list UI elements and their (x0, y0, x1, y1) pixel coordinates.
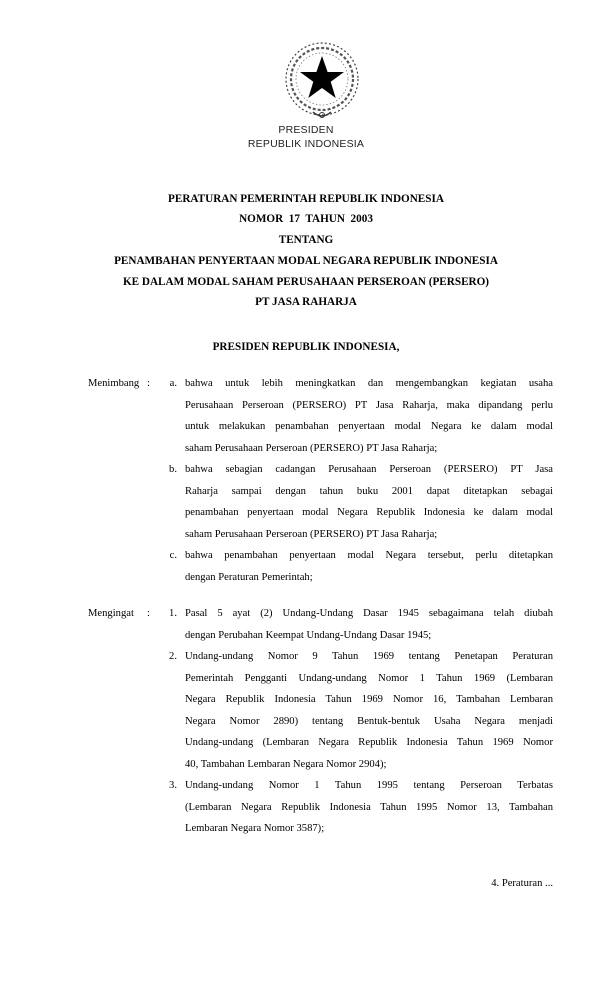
text-line: saham Perusahaan Perseroan (PERSERO) PT Jasa Raharja; (185, 442, 438, 454)
text-line: Negara Republik Indonesia Tahun 1969 Nomor 16, Tambahan Lembaran (185, 694, 553, 705)
reference-2 (185, 646, 553, 775)
text-line: penambahan penyertaan modal Negara Republik Indonesia ke dalam modal (185, 507, 553, 518)
consideration-a (185, 373, 553, 459)
text-line: Undang-undang Nomor 1 Tahun 1995 tentang Perseroan Terbatas (185, 780, 553, 791)
text-line: (Lembaran Negara Republik Indonesia Tahun 1995 Nomor 13, Tambahan (185, 801, 553, 813)
text-line: 40, Tambahan Lembaran Negara Nomor 2904); (185, 758, 387, 770)
emblem-caption-presiden: PRESIDEN (278, 124, 334, 136)
text-line: Negara Nomor 2890) tentang Bentuk-bentuk Usaha Negara menjadi (185, 715, 553, 727)
text-line: Undang-undang Nomor 9 Tahun 1969 tentang Penetapan Peraturan (185, 651, 553, 662)
section-label-mengingat: Mengingat (88, 608, 134, 619)
garuda-emblem-icon (277, 36, 367, 126)
text-line: dengan Peraturan Pemerintah; (185, 571, 313, 583)
consideration-c (185, 545, 553, 588)
item-marker: a. (169, 378, 177, 389)
page-continuation: 4. Peraturan ... (491, 878, 553, 889)
item-marker: 3. (169, 780, 177, 791)
item-marker: 1. (169, 608, 177, 619)
preamble-heading: PRESIDEN REPUBLIK INDONESIA, (212, 341, 400, 353)
consideration-b (185, 459, 553, 545)
title-subject-3: PT JASA RAHARJA (255, 296, 357, 308)
text-line: dengan Perubahan Keempat Undang-Undang Dasar 1945; (185, 629, 432, 641)
text-line: Lembaran Negara Nomor 3587); (185, 823, 325, 834)
text-line: saham Perusahaan Perseroan (PERSERO) PT Jasa Raharja; (185, 528, 438, 540)
text-line: Undang-undang (Lembaran Negara Republik Indonesia Tahun 1969 Nomor (185, 737, 553, 748)
section-colon: : (147, 608, 150, 619)
reference-1 (185, 603, 553, 646)
text-line: bahwa sebagian cadangan Perusahaan Perseroan (PERSERO) PT Jasa (185, 464, 553, 475)
text-line: Raharja sampai dengan tahun buku 2001 dapat ditetapkan sebagai (185, 485, 553, 497)
reference-3 (185, 775, 553, 840)
item-marker: 2. (169, 651, 177, 662)
emblem-caption-republik: REPUBLIK INDONESIA (247, 138, 365, 150)
text-line: bahwa penambahan penyertaan modal Negara tersebut, perlu ditetapkan (185, 550, 553, 561)
section-label-menimbang: Menimbang (88, 378, 140, 389)
text-line: Pasal 5 ayat (2) Undang-Undang Dasar 1945 sebagaimana telah diubah (185, 608, 553, 619)
title-tentang: TENTANG (278, 234, 334, 246)
text-line: untuk melakukan penambahan penyertaan modal Negara ke dalam modal (185, 421, 553, 432)
text-line: bahwa untuk lebih meningkatkan dan mengembangkan kegiatan usaha (185, 378, 553, 389)
section-colon: : (147, 378, 150, 389)
item-marker: b. (169, 464, 177, 475)
title-number: NOMOR 17 TAHUN 2003 (239, 213, 373, 225)
text-line: Perusahaan Perseroan (PERSERO) PT Jasa Raharja, maka dipandang perlu (185, 399, 553, 411)
title-subject-1: PENAMBAHAN PENYERTAAN MODAL NEGARA REPUBLIK INDONESIA (114, 255, 498, 267)
title-regulation: PERATURAN PEMERINTAH REPUBLIK INDONESIA (168, 193, 444, 205)
item-marker: c. (169, 550, 177, 561)
title-subject-2: KE DALAM MODAL SAHAM PERUSAHAAN PERSEROAN (PERSERO) (122, 276, 490, 288)
text-line: Pemerintah Pengganti Undang-undang Nomor 1 Tahun 1969 (Lembaran (185, 672, 553, 684)
